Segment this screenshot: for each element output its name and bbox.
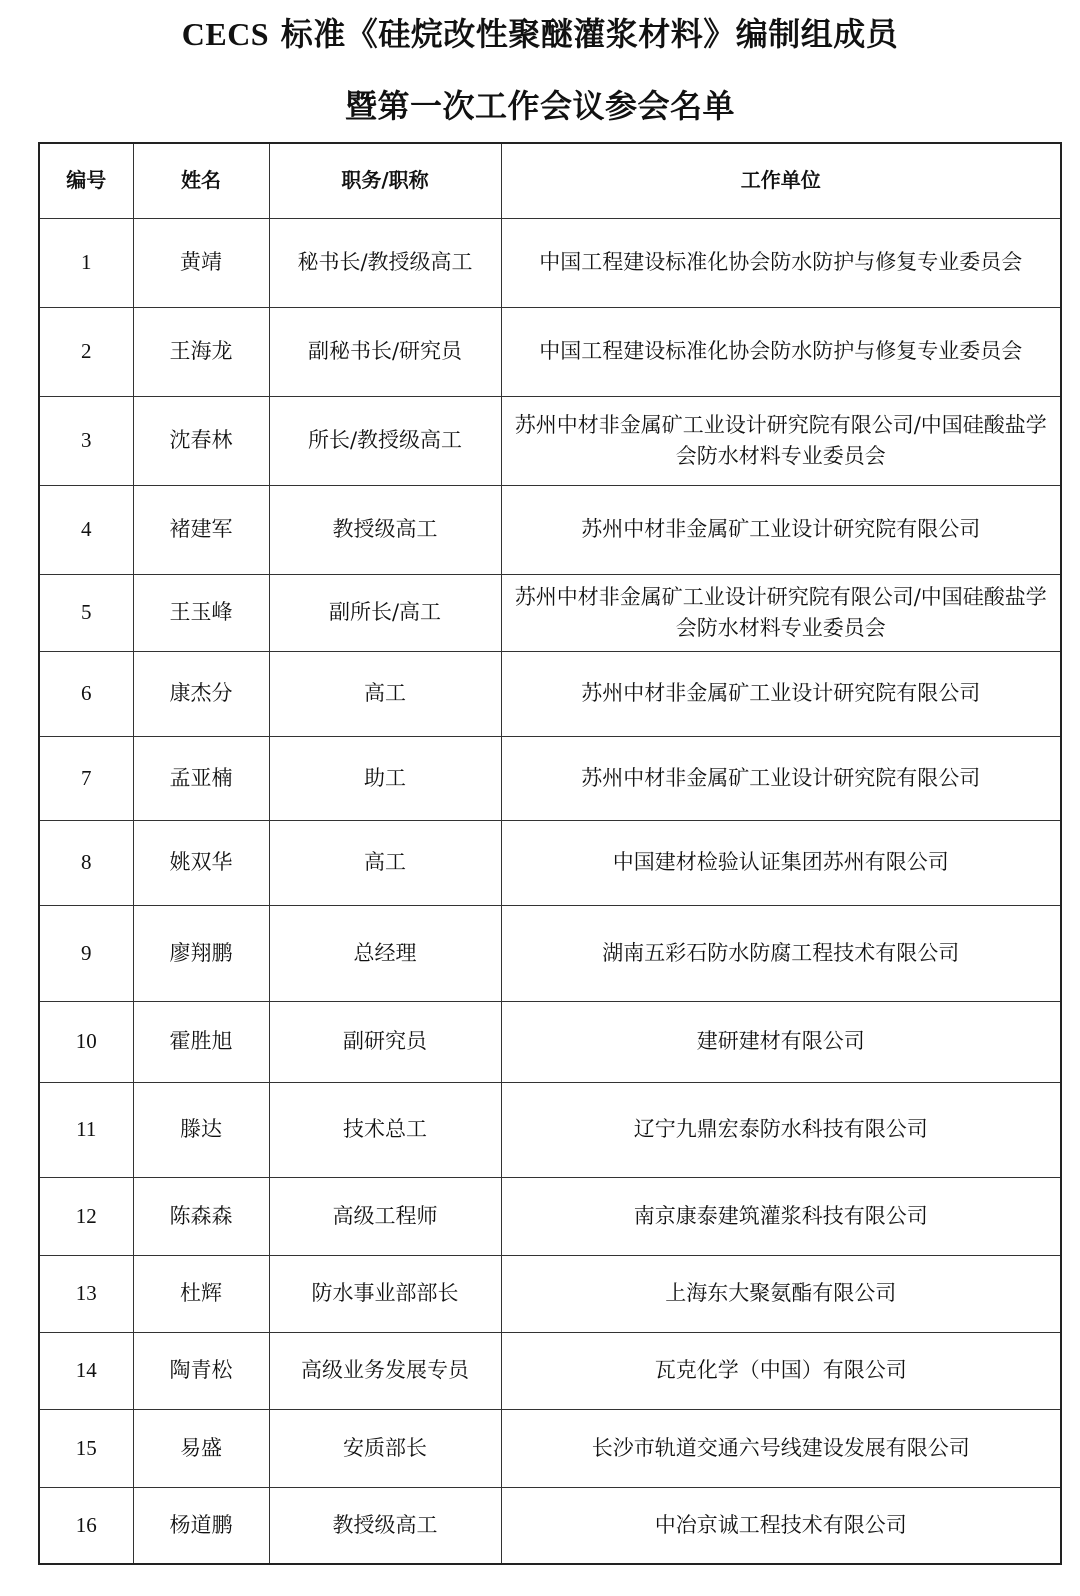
row-number: 1 (39, 218, 133, 307)
row-name: 滕达 (133, 1082, 269, 1177)
row-position: 总经理 (269, 905, 501, 1001)
row-number: 8 (39, 820, 133, 905)
row-number: 14 (39, 1332, 133, 1409)
row-position: 安质部长 (269, 1409, 501, 1487)
row-position: 防水事业部部长 (269, 1255, 501, 1332)
row-organization: 长沙市轨道交通六号线建设发展有限公司 (501, 1409, 1061, 1487)
row-position: 助工 (269, 736, 501, 820)
table-row (39, 736, 1061, 820)
row-position: 高工 (269, 820, 501, 905)
row-name: 廖翔鹏 (133, 905, 269, 1001)
participant-table (38, 142, 1062, 1565)
row-organization: 上海东大聚氨酯有限公司 (501, 1255, 1061, 1332)
row-organization: 中冶京诚工程技术有限公司 (501, 1487, 1061, 1564)
row-organization: 苏州中材非金属矿工业设计研究院有限公司/中国硅酸盐学会防水材料专业委员会 (501, 574, 1061, 651)
row-position: 秘书长/教授级高工 (269, 218, 501, 307)
row-number: 11 (39, 1082, 133, 1177)
row-organization: 苏州中材非金属矿工业设计研究院有限公司 (501, 485, 1061, 574)
table-row (39, 1332, 1061, 1409)
row-name: 康杰分 (133, 651, 269, 736)
row-number: 15 (39, 1409, 133, 1487)
row-name: 霍胜旭 (133, 1001, 269, 1082)
row-position: 技术总工 (269, 1082, 501, 1177)
header-position: 职务/职称 (269, 143, 501, 218)
table-row (39, 485, 1061, 574)
table-row (39, 1255, 1061, 1332)
header-row (39, 143, 1061, 218)
row-number: 10 (39, 1001, 133, 1082)
table-row (39, 218, 1061, 307)
row-name: 王玉峰 (133, 574, 269, 651)
row-organization: 瓦克化学（中国）有限公司 (501, 1332, 1061, 1409)
row-organization: 苏州中材非金属矿工业设计研究院有限公司 (501, 736, 1061, 820)
row-number: 5 (39, 574, 133, 651)
row-organization: 建研建材有限公司 (501, 1001, 1061, 1082)
row-position: 高级工程师 (269, 1177, 501, 1255)
row-organization: 中国工程建设标准化协会防水防护与修复专业委员会 (501, 218, 1061, 307)
row-name: 孟亚楠 (133, 736, 269, 820)
title-line-1-text: 标准《硅烷改性聚醚灌浆材料》编制组成员 (269, 15, 899, 53)
row-number: 16 (39, 1487, 133, 1564)
row-position: 副研究员 (269, 1001, 501, 1082)
row-position: 教授级高工 (269, 1487, 501, 1564)
row-number: 9 (39, 905, 133, 1001)
table-row (39, 1409, 1061, 1487)
row-name: 姚双华 (133, 820, 269, 905)
row-name: 王海龙 (133, 307, 269, 396)
row-organization: 湖南五彩石防水防腐工程技术有限公司 (501, 905, 1061, 1001)
row-name: 黄靖 (133, 218, 269, 307)
row-position: 副所长/高工 (269, 574, 501, 651)
table-row (39, 1177, 1061, 1255)
table-row (39, 820, 1061, 905)
row-position: 高工 (269, 651, 501, 736)
row-name: 沈春林 (133, 396, 269, 485)
row-name: 杜辉 (133, 1255, 269, 1332)
row-position: 所长/教授级高工 (269, 396, 501, 485)
header-number: 编号 (39, 143, 133, 218)
row-number: 3 (39, 396, 133, 485)
row-position: 教授级高工 (269, 485, 501, 574)
row-organization: 辽宁九鼎宏泰防水科技有限公司 (501, 1082, 1061, 1177)
table-row (39, 1487, 1061, 1564)
table-row (39, 651, 1061, 736)
row-organization: 南京康泰建筑灌浆科技有限公司 (501, 1177, 1061, 1255)
document-title-line-1 (0, 14, 1080, 54)
row-organization: 苏州中材非金属矿工业设计研究院有限公司 (501, 651, 1061, 736)
row-organization: 苏州中材非金属矿工业设计研究院有限公司/中国硅酸盐学会防水材料专业委员会 (501, 396, 1061, 485)
table-row (39, 1082, 1061, 1177)
row-name: 陈森森 (133, 1177, 269, 1255)
title-prefix: CECS (181, 16, 270, 52)
row-organization: 中国工程建设标准化协会防水防护与修复专业委员会 (501, 307, 1061, 396)
table-row (39, 1001, 1061, 1082)
row-number: 12 (39, 1177, 133, 1255)
row-number: 7 (39, 736, 133, 820)
row-name: 陶青松 (133, 1332, 269, 1409)
table-row (39, 905, 1061, 1001)
row-position: 高级业务发展专员 (269, 1332, 501, 1409)
table-row (39, 574, 1061, 651)
table-row (39, 396, 1061, 485)
row-name: 易盛 (133, 1409, 269, 1487)
row-number: 2 (39, 307, 133, 396)
table-row (39, 307, 1061, 396)
row-organization: 中国建材检验认证集团苏州有限公司 (501, 820, 1061, 905)
header-organization: 工作单位 (501, 143, 1061, 218)
row-number: 4 (39, 485, 133, 574)
row-name: 褚建军 (133, 485, 269, 574)
row-number: 13 (39, 1255, 133, 1332)
row-number: 6 (39, 651, 133, 736)
document-title-line-2: 暨第一次工作会议参会名单 (344, 87, 735, 125)
header-name: 姓名 (133, 143, 269, 218)
row-name: 杨道鹏 (133, 1487, 269, 1564)
row-position: 副秘书长/研究员 (269, 307, 501, 396)
